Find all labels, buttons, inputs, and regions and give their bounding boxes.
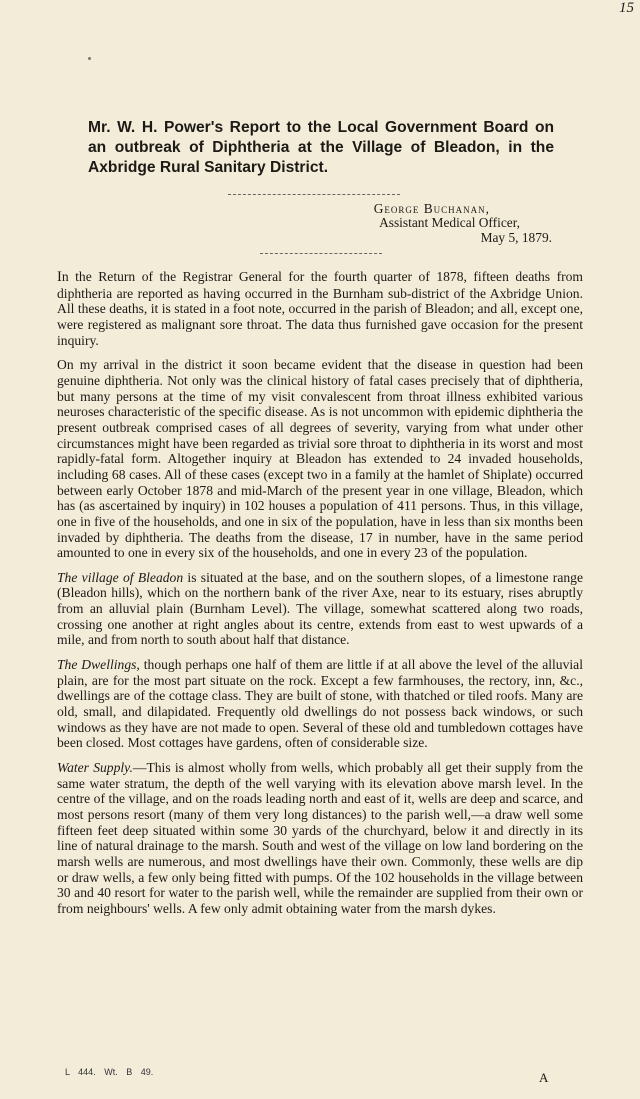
page-number: 15 [619,0,634,16]
signatory-role: Assistant Medical Officer, [379,215,520,230]
footer-print: Wt. B 49. [104,1067,154,1077]
paragraph-village-text: is situated at the base, and on the southern slopes, of a limestone range (Bleadon hills), which on the northern bank of the river Axe, near to its estuary, rises abruptly from an alluvial plain (Burnham Level). The village, somewhat scattered along two roads, crossing one another at right angles about its centre, extends from east to west upwards of a mile, and from north to south about half that distance. [57,569,583,648]
paragraph-water [57,760,583,917]
paragraph-dwellings-lead: The Dwellings, [57,657,140,673]
paragraph-village [57,570,583,648]
report-body [57,269,583,926]
paragraph-water-lead: Water Supply. [57,760,133,776]
signature-date: May 5, 1879. [480,230,552,245]
paragraph-village-lead: The village of Bleadon [57,569,184,585]
paragraph-arrival: On my arrival in the district it soon became evident that the disease in question had been genuine diphtheria. Not only was the clinical history of fatal cases precisely that of diphtheria, but many persons at the time of my visit convalescent from throat illness exhibited various neuroses characteristic of the specific disease. As is not uncommon with epidemic diphtheria the present outbreak comprised cases of all degrees of severity, varying from what under other circumstances might have been regarded as trivial sore throat to diphtheria in its worst and most rapidly-fatal form. Altogether inquiry at Bleadon has extended to 24 invaded households, including 68 cases. All of these cases (except two in a family at the hamlet of Shiplate) occurred between early October 1878 and mid-March of the present year in one village, Bleadon, which has (as ascertained by inquiry) in 102 houses a population of 411 persons. Thus, in this village, one in five of the households, and one in six of the population, have in less than six months been invaded by diphtheria. The deaths from the disease, 17 in number, have in the same period amounted to one in every six of the households, and one in every 23 of the population. [57,357,583,561]
footer-code: L 444. [65,1067,96,1077]
signature-mark: A [539,1070,549,1085]
printer-footer [65,1067,153,1077]
divider-rule-bottom [260,253,382,254]
paragraph-return: In the Return of the Registrar General for the fourth quarter of 1878, fifteen deaths from diphtheria are reported as having occurred in the Burnham sub-district of the Axbridge Union. All these deaths, it is stated in a foot note, occurred in the parish of Bleadon; and all, except one, were registered as malignant sore throat. The data thus furnished gave occasion for the present inquiry. [57,269,583,348]
report-title: Mr. W. H. Power's Report to the Local Government Board on an outbreak of Diphtheria at the Village of Bleadon, in the Axbridge Rural Sanitary District. [88,119,554,176]
page-fleck [88,57,91,60]
divider-rule-top [228,194,400,195]
paragraph-water-text: —This is almost wholly from wells, which probably all get their supply from the same water stratum, the depth of the well varying with its elevation above marsh level. In the centre of the village, and on the roads leading north and east of it, wells are deep and scarce, and most persons resort (many of them very long distances) to the parish well,—a draw well some fifteen feet deep situated within some 30 yards of the churchyard, below it and directly in its line of natural drainage to the marsh. South and west of the village on low land bordering on the marsh wells are numerous, and most dwellings have their own. Commonly, these wells are dip or draw wells, a few only being fitted with pumps. Of the 102 households in the village between 30 and 40 resort for water to the parish well, while the remainder are supplied from their own or from neighbours' wells. A few only admit obtaining water from the marsh dykes. [57,760,583,916]
signatory-name: George Buchanan, [373,201,490,216]
paragraph-dwellings-text: though perhaps one half of them are little if at all above the level of the alluvial plain, are for the most part situate on the rock. Except a few farmhouses, the rectory, inn, &c., dwellings are of the cottage class. They are built of stone, with thatched or tiled roofs. Many are old, small, and dilapidated. Frequently old dwellings do not possess back windows, or such windows as they have are not made to open. Several of these old and tumbledown cottages have been closed. Most cottages have gardens, often of considerable size. [57,657,583,751]
paragraph-dwellings [57,657,583,751]
